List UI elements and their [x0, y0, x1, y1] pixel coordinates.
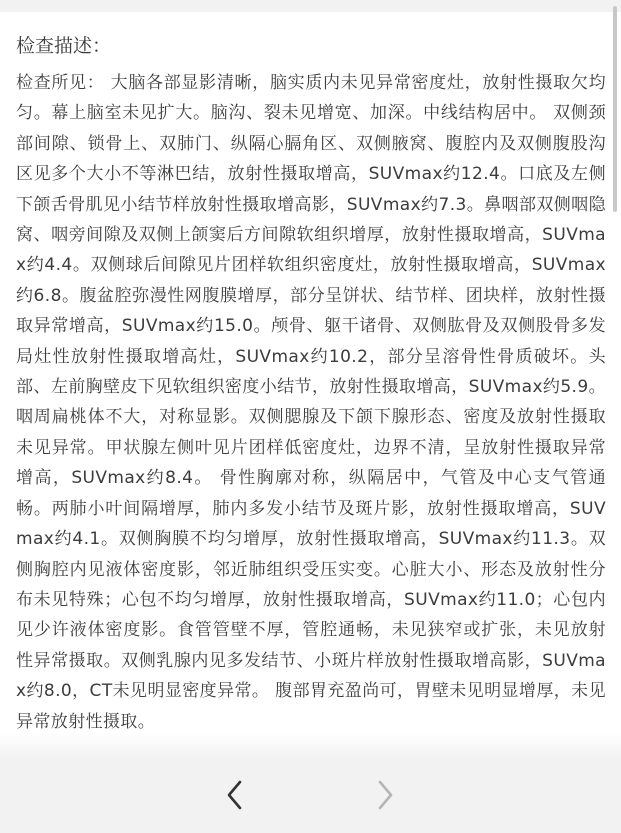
section-heading: 检查描述： [16, 35, 112, 57]
top-strip [0, 0, 621, 12]
exam-description-text: 检查所见： 大脑各部显影清晰，脑实质内未见异常密度灶，放射性摄取欠均匀。幕上脑室未见扩大。脑沟、裂未见增宽、加深。中线结构居中。 双侧颈部间隙、锁骨上、双肺门、纵隔心膈角区、双侧腋窝、腹腔内及双侧腹股沟区见多个大小不等淋巴结，放射性摄取增高，SUVmax约12.4。口底及左侧下颌舌骨肌见小结节样放射性摄取增高影，SUVmax约7.3。鼻咽部双侧咽隐窝、咽旁间隙及双侧上颌窦后方间隙软组织增厚，放射性摄取增高，SUVmax约4.4。双侧球后间隙见片团样软组织密度灶，放射性摄取增高，SUVmax约6.8。腹盆腔弥漫性网腹膜增厚，部分呈饼状、结节样、团块样，放射性摄取异常增高，SUVmax约15.0。颅骨、躯干诸骨、双侧肱骨及双侧股骨多发局灶性放射性摄取增高灶，SUVmax约10.2，部分呈溶骨性骨质破坏。头部、左前胸壁皮下见软组织密度小结节，放射性摄取增高，SUVmax约5.9。 咽周扁桃体不大，对称显影。双侧腮腺及下颌下腺形态、密度及放射性摄取未见异常。甲状腺左侧叶见片团样低密度灶，边界不清，呈放射性摄取异常增高，SUVmax约8.4。 骨性胸廓对称，纵隔居中，气管及中心支气管通畅。两肺小叶间隔增厚，肺内多发小结节及斑片影，放射性摄取增高，SUVmax约4.1。双侧胸膜不均匀增厚，放射性摄取增高，SUVmax约11.3。双侧胸腔内见液体密度影，邻近肺组织受压实变。心脏大小、形态及放射性分布未见特殊；心包不均匀增厚，放射性摄取增高，SUVmax约11.0；心包内见少许液体密度影。食管管壁不厚，管腔通畅，未见狭窄或扩张，未见放射性异常摄取。双侧乳腺内见多发结节、小斑片样放射性摄取增高影，SUVmax约8.0，CT未见明显密度异常。 腹部胃充盈尚可，胃壁未见明显增厚，未见异常放射性摄取。 [16, 73, 606, 732]
bottom-fade [0, 732, 621, 760]
browser-nav-bar [0, 760, 621, 833]
chevron-right-icon [375, 779, 395, 811]
scrollbar-thumb[interactable] [613, 6, 617, 212]
forward-button[interactable] [362, 772, 408, 818]
back-button[interactable] [212, 772, 258, 818]
report-content [16, 28, 606, 758]
chevron-left-icon [225, 779, 245, 811]
